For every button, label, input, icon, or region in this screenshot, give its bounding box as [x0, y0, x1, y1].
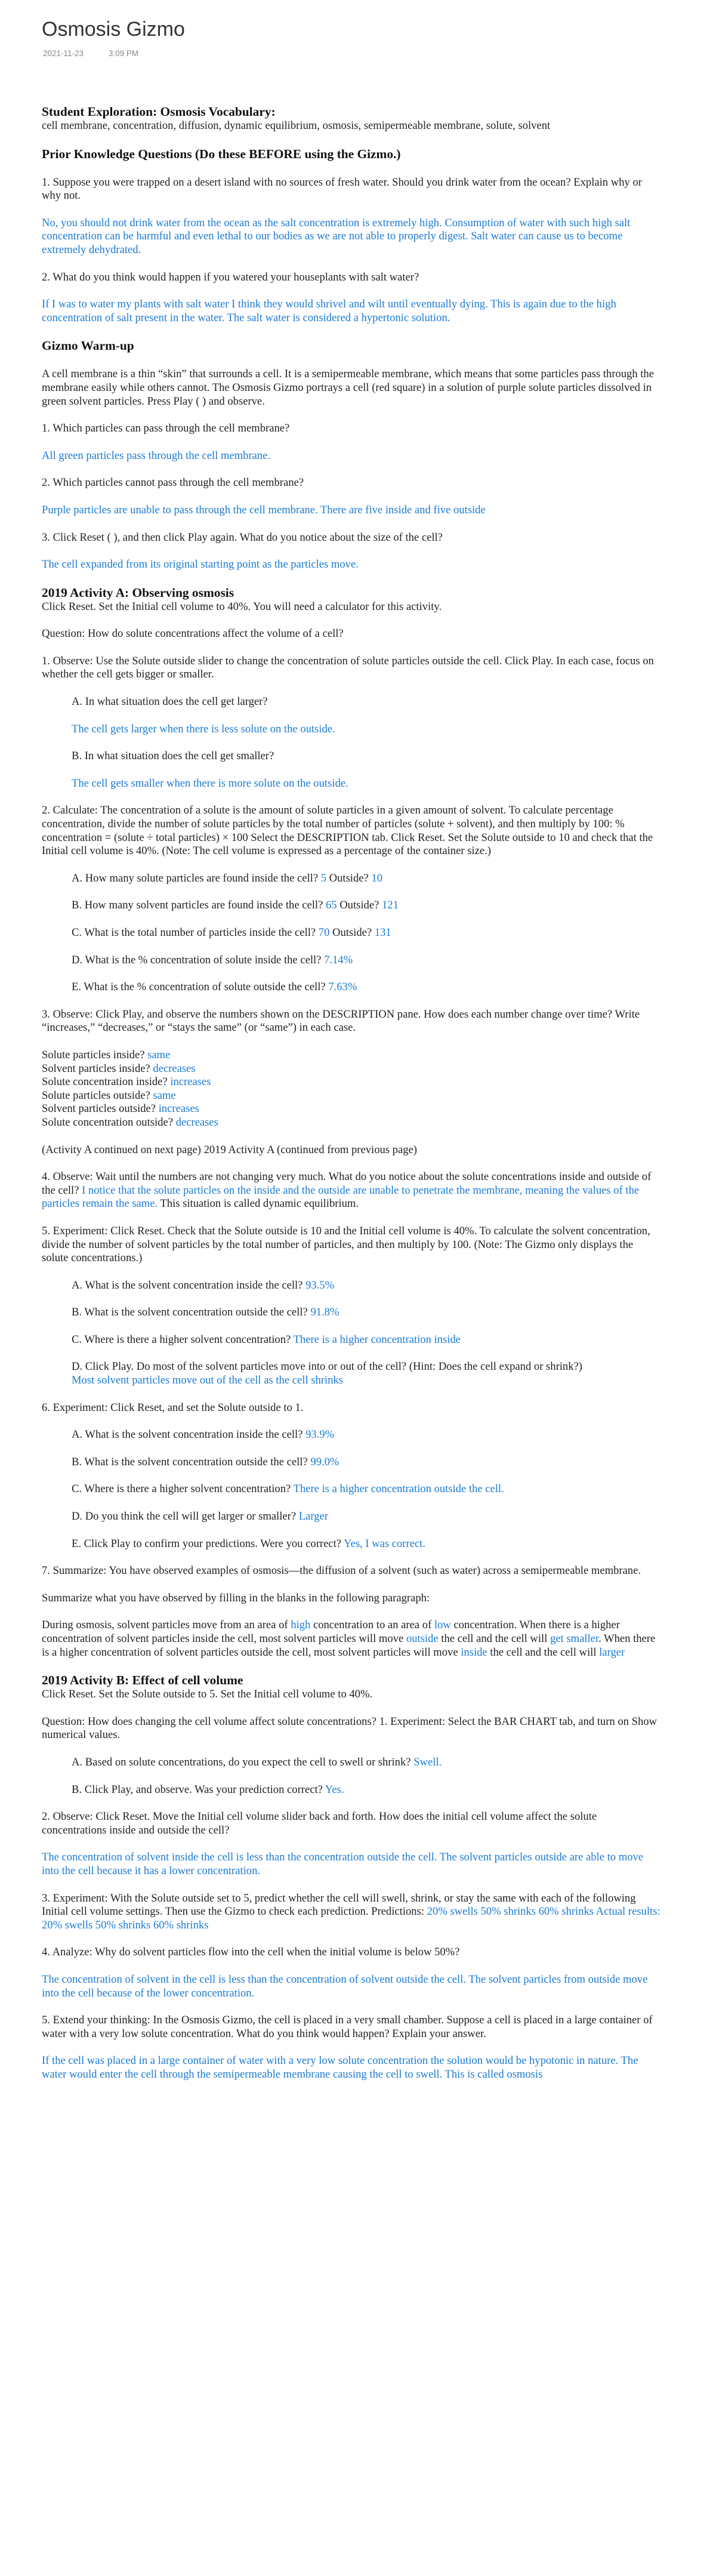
q4-answer: I notice that the solute particles on the inside and the outside are unable to penetrate the membrane, meaning the values of the particles remain the same. [42, 1184, 640, 1210]
activity-a-q2e [42, 981, 662, 994]
prior-question-2: 2. What do you think would happen if you watered your houseplants with salt water? [42, 270, 419, 284]
b-q1a-answer: Swell. [413, 1755, 442, 1768]
summary-text: . When there is a higher concentration of solvent particles outside the cell, most solvent particles will move [42, 1632, 656, 1659]
q2c-outside: 131 [374, 926, 391, 939]
q2b-text: B. How many solvent particles are found inside the cell? [72, 899, 323, 912]
warmup-question-3: 3. Click Reset ( ), and then click Play again. What do you notice about the size of the cell? [42, 531, 443, 544]
q6a-text: A. What is the solvent concentration inside the cell? [72, 1428, 303, 1441]
activity-a-q7b: Summarize what you have observed by filling in the blanks in the following paragraph: [42, 1591, 430, 1604]
q2e-answer: 7.63% [328, 981, 357, 994]
obs-solute-outside [42, 1089, 662, 1103]
warmup-question-2: 2. Which particles cannot pass through the cell membrane? [42, 476, 304, 489]
activity-a-q6d [42, 1510, 662, 1524]
activity-b-heading: 2019 Activity B: Effect of cell volume [42, 1673, 243, 1688]
warmup-intro: A cell membrane is a thin “skin” that surrounds a cell. It is a semipermeable membrane, which means that some particles pass through the membrane easily while others cannot. The Osmosis Gizmo portrays a cell (red square) in a solution of purple solute particles dissolved in green solvent particles. Press Play ( ) and observe. [42, 368, 654, 408]
q6d-text: D. Do you think the cell will get larger or smaller? [72, 1510, 297, 1523]
b-q3-text: 3. Experiment: With the Solute outside set to 5, predict whether the cell will swell, shrink, or stay the same with each of the following Initial cell volume settings. Then use the Gizmo to check each prediction. Predictions: [42, 1891, 636, 1918]
obs-value: same [147, 1048, 171, 1061]
obs-label: Solute concentration inside? [42, 1076, 171, 1089]
b-q3-answer: 20% swells 50% shrinks 60% shrinks Actual results: 20% swells 50% shrinks 60% shrinks [42, 1905, 661, 1931]
activity-b-q1b [42, 1783, 662, 1797]
activity-a-q5: 5. Experiment: Click Reset. Check that the Solute outside is 10 and the Initial cell volume is 40%. To calculate the solvent concentration, divide the number of solvent particles by the total number of particles, and then multiply by 100. (Note: The Gizmo only displays the solute concentrations.) [42, 1224, 650, 1265]
summary-text: the cell and the cell will [438, 1632, 550, 1645]
activity-b-q3 [42, 1892, 662, 1933]
q6c-answer: There is a higher concentration outside the cell. [293, 1483, 504, 1496]
q5c-text: C. Where is there a higher solvent concentration? [72, 1333, 291, 1346]
activity-a-a1b: The cell gets smaller when there is more solute on the outside. [72, 777, 348, 790]
prior-answer-2: If I was to water my plants with salt water I think they would shrivel and wilt until eventually dying. This is again due to the high concentration of salt present in the water. The salt water is considered a hypertonic solution. [42, 298, 616, 324]
q4-text: 4. Observe: Wait until the numbers are not changing very much. What do you notice about the solute concentrations inside and outside of the cell? [42, 1170, 652, 1197]
note-meta [43, 49, 138, 58]
summary-text: concentration. When there is a higher concentration of solvent particles inside the cell, most solvent particles will move [42, 1619, 620, 1645]
q2b-mid: Outside? [337, 899, 382, 912]
activity-a-q1b: B. In what situation does the cell get smaller? [72, 750, 274, 763]
activity-a-q2d [42, 954, 662, 967]
prior-knowledge-heading: Prior Knowledge Questions (Do these BEFORE using the Gizmo.) [42, 146, 401, 161]
obs-label: Solute particles outside? [42, 1089, 153, 1102]
warmup-answer-2: Purple particles are unable to pass through the cell membrane. There are five inside and five outside [42, 503, 486, 516]
activity-b-setup: Click Reset. Set the Solute outside to 5. Set the Initial cell volume to 40%. [42, 1688, 373, 1701]
activity-a-question: Question: How do solute concentrations affect the volume of a cell? [42, 627, 344, 640]
prior-question-1: 1. Suppose you were trapped on a desert island with no sources of fresh water. Should you drink water from the ocean? Explain why or why not. [42, 175, 642, 202]
obs-label: Solvent particles outside? [42, 1102, 159, 1116]
obs-value: increases [158, 1102, 199, 1116]
activity-a-q7: 7. Summarize: You have observed examples of osmosis—the diffusion of a solvent (such as water) across a semipermeable membrane. [42, 1564, 641, 1577]
b-q1a-text: A. Based on solute concentrations, do you expect the cell to swell or shrink? [72, 1755, 411, 1768]
activity-a-q2a [42, 872, 662, 886]
obs-solvent-inside [42, 1062, 662, 1076]
activity-b-a5: If the cell was placed in a large container of water with a very low solute concentration the solution would be hypotonic in nature. The water would enter the cell through the semipermeable membrane causing the cell to swell. This is called osmosis [42, 2054, 638, 2081]
q2b-outside: 121 [382, 899, 399, 912]
warmup-question-1: 1. Which particles can pass through the cell membrane? [42, 422, 290, 435]
summary-blank-outside: outside [406, 1632, 439, 1645]
q2d-answer: 7.14% [324, 953, 353, 966]
activity-a-q6: 6. Experiment: Click Reset, and set the Solute outside to 1. [42, 1401, 304, 1414]
document-body [42, 104, 662, 2095]
activity-b-a4: The concentration of solvent in the cell is less than the concentration of solvent outside the cell. The solvent particles from outside move into the cell because of the lower concentration. [42, 1973, 648, 1999]
activity-a-q5a [42, 1279, 662, 1293]
q6e-answer: Yes, I was correct. [344, 1537, 426, 1550]
activity-a-setup: Click Reset. Set the Initial cell volume to 40%. You will need a calculator for this activity. [42, 600, 442, 613]
activity-b-q4: 4. Analyze: Why do solvent particles flow into the cell when the initial volume is below 50%? [42, 1946, 460, 1959]
b-q1b-text: B. Click Play, and observe. Was your prediction correct? [72, 1783, 323, 1796]
activity-a-q1a: A. In what situation does the cell get larger? [72, 695, 268, 708]
summary-text: concentration to an area of [310, 1619, 434, 1632]
q2c-inside: 70 [318, 926, 330, 939]
obs-value: same [153, 1089, 176, 1102]
obs-value: increases [170, 1076, 211, 1089]
q5a-answer: 93.5% [305, 1278, 335, 1292]
q4-tail: This situation is called dynamic equilibrium. [158, 1197, 359, 1210]
activity-a-q5d [42, 1360, 662, 1387]
activity-a-continued: (Activity A continued on next page) 2019 Activity A (continued from previous page) [42, 1143, 417, 1156]
activity-a-q4 [42, 1170, 662, 1211]
note-date: 2021-11-23 [43, 49, 84, 58]
q6b-text: B. What is the solvent concentration outside the cell? [72, 1455, 308, 1468]
obs-label: Solute concentration outside? [42, 1116, 176, 1129]
activity-a-q2c [42, 926, 662, 940]
activity-a-q6c [42, 1483, 662, 1496]
q5b-text: B. What is the solvent concentration outside the cell? [72, 1306, 308, 1319]
activity-b-q1a [42, 1756, 662, 1770]
warmup-answer-1: All green particles pass through the cell membrane. [42, 449, 271, 462]
q2d-text: D. What is the % concentration of solute inside the cell? [72, 953, 322, 966]
activity-a-q6e [42, 1537, 662, 1551]
obs-value: decreases [153, 1062, 196, 1075]
vocab-list: cell membrane, concentration, diffusion, dynamic equilibrium, osmosis, semipermeable membrane, solute, solvent [42, 119, 551, 132]
summary-blank-larger: larger [599, 1646, 625, 1659]
summary-blank-smaller: get smaller [550, 1632, 599, 1645]
obs-label: Solute particles inside? [42, 1048, 148, 1061]
q6a-answer: 93.9% [305, 1428, 335, 1441]
q2b-inside: 65 [326, 899, 337, 912]
activity-a-q2b [42, 899, 662, 913]
q2a-outside: 10 [371, 871, 383, 885]
warmup-heading: Gizmo Warm-up [42, 338, 134, 353]
activity-a-q2: 2. Calculate: The concentration of a solute is the amount of solute particles in a given amount of solvent. To calculate percentage concentration, divide the number of solute particles by the total number of particles (solute + solvent), and then multiply by 100: % concentration = (solute ÷ total particles) × 100 Select the DESCRIPTION tab. Click Reset. Set the Solute outside to 10 and check that the Initial cell volume is 40%. (Note: The cell volume is expressed as a percentage of the container size.) [42, 804, 653, 858]
q2c-mid: Outside? [329, 926, 375, 939]
q6b-answer: 99.0% [310, 1455, 340, 1468]
q2c-text: C. What is the total number of particles inside the cell? [72, 926, 316, 939]
prior-answer-1: No, you should not drink water from the ocean as the salt concentration is extremely high. Consumption of water with such high salt concentration can be harmful and even lethal to our bodies as we are not able to properly digest. Salt water can cause us to become extremely dehydrated. [42, 216, 631, 256]
obs-label: Solvent particles inside? [42, 1062, 153, 1075]
q2a-mid: Outside? [326, 871, 372, 885]
activity-a-q5c [42, 1333, 662, 1347]
observation-list [42, 1049, 662, 1130]
activity-b-q5: 5. Extend your thinking: In the Osmosis Gizmo, the cell is placed in a very small chamber. Suppose a cell is placed in a large container of water with a very low solute concentration. What do you think would happen? Explain your answer. [42, 2014, 653, 2040]
vocab-heading: Student Exploration: Osmosis Vocabulary: [42, 104, 276, 119]
b-q1b-answer: Yes. [325, 1783, 344, 1796]
q5b-answer: 91.8% [310, 1306, 340, 1319]
summary-blank-inside: inside [461, 1646, 487, 1659]
activity-a-summary [42, 1619, 662, 1659]
activity-b-q2: 2. Observe: Click Reset. Move the Initial cell volume slider back and forth. How does the initial cell volume affect the solute concentrations inside and outside the cell? [42, 1810, 597, 1837]
activity-a-q6b [42, 1456, 662, 1469]
note-title: Osmosis Gizmo [42, 18, 185, 41]
activity-a-q1: 1. Observe: Use the Solute outside slider to change the concentration of solute particles outside the cell. Click Play. In each case, focus on whether the cell gets bigger or smaller. [42, 654, 654, 681]
obs-solute-inside [42, 1049, 662, 1062]
activity-a-q3: 3. Observe: Click Play, and observe the numbers shown on the DESCRIPTION pane. How does each number change over time? Write “increases,” “decreases,” or “stays the same” (or “same”) in each case. [42, 1007, 640, 1034]
q6e-text: E. Click Play to confirm your predictions. Were you correct? [72, 1537, 342, 1550]
q6d-answer: Larger [298, 1510, 328, 1523]
note-time: 3:09 PM [108, 49, 139, 58]
q2e-text: E. What is the % concentration of solute outside the cell? [72, 981, 326, 994]
q6c-text: C. Where is there a higher solvent concentration? [72, 1483, 291, 1496]
activity-a-q5b [42, 1306, 662, 1320]
warmup-answer-3: The cell expanded from its original starting point as the particles move. [42, 558, 359, 571]
q2a-inside: 5 [320, 871, 327, 885]
activity-b-question: Question: How does changing the cell volume affect solute concentrations? 1. Experiment: Select the BAR CHART tab, and turn on Show numerical values. [42, 1715, 657, 1742]
obs-solute-conc-outside [42, 1116, 662, 1130]
q5d-text: D. Click Play. Do most of the solvent particles move into or out of the cell? (Hint: Does the cell expand or shrink?) [72, 1360, 582, 1373]
summary-text: During osmosis, solvent particles move from an area of [42, 1619, 291, 1632]
activity-a-q6a [42, 1428, 662, 1442]
obs-solvent-outside [42, 1102, 662, 1116]
summary-blank-high: high [291, 1619, 311, 1632]
summary-blank-low: low [434, 1619, 451, 1632]
q5c-answer: There is a higher concentration inside [293, 1333, 461, 1346]
q5a-text: A. What is the solvent concentration inside the cell? [72, 1278, 303, 1292]
q2a-text: A. How many solute particles are found inside the cell? [72, 871, 319, 885]
summary-text: the cell and the cell will [487, 1646, 600, 1659]
activity-a-heading: 2019 Activity A: Observing osmosis [42, 585, 234, 600]
obs-value: decreases [175, 1116, 218, 1129]
obs-solute-conc-inside [42, 1076, 662, 1089]
activity-b-a2: The concentration of solvent inside the cell is less than the concentration outside the cell. The solvent particles outside are able to move into the cell because it has a lower concentration. [42, 1851, 644, 1877]
q5d-answer: Most solvent particles move out of the cell as the cell shrinks [72, 1374, 343, 1387]
activity-a-a1a: The cell gets larger when there is less solute on the outside. [72, 722, 335, 735]
